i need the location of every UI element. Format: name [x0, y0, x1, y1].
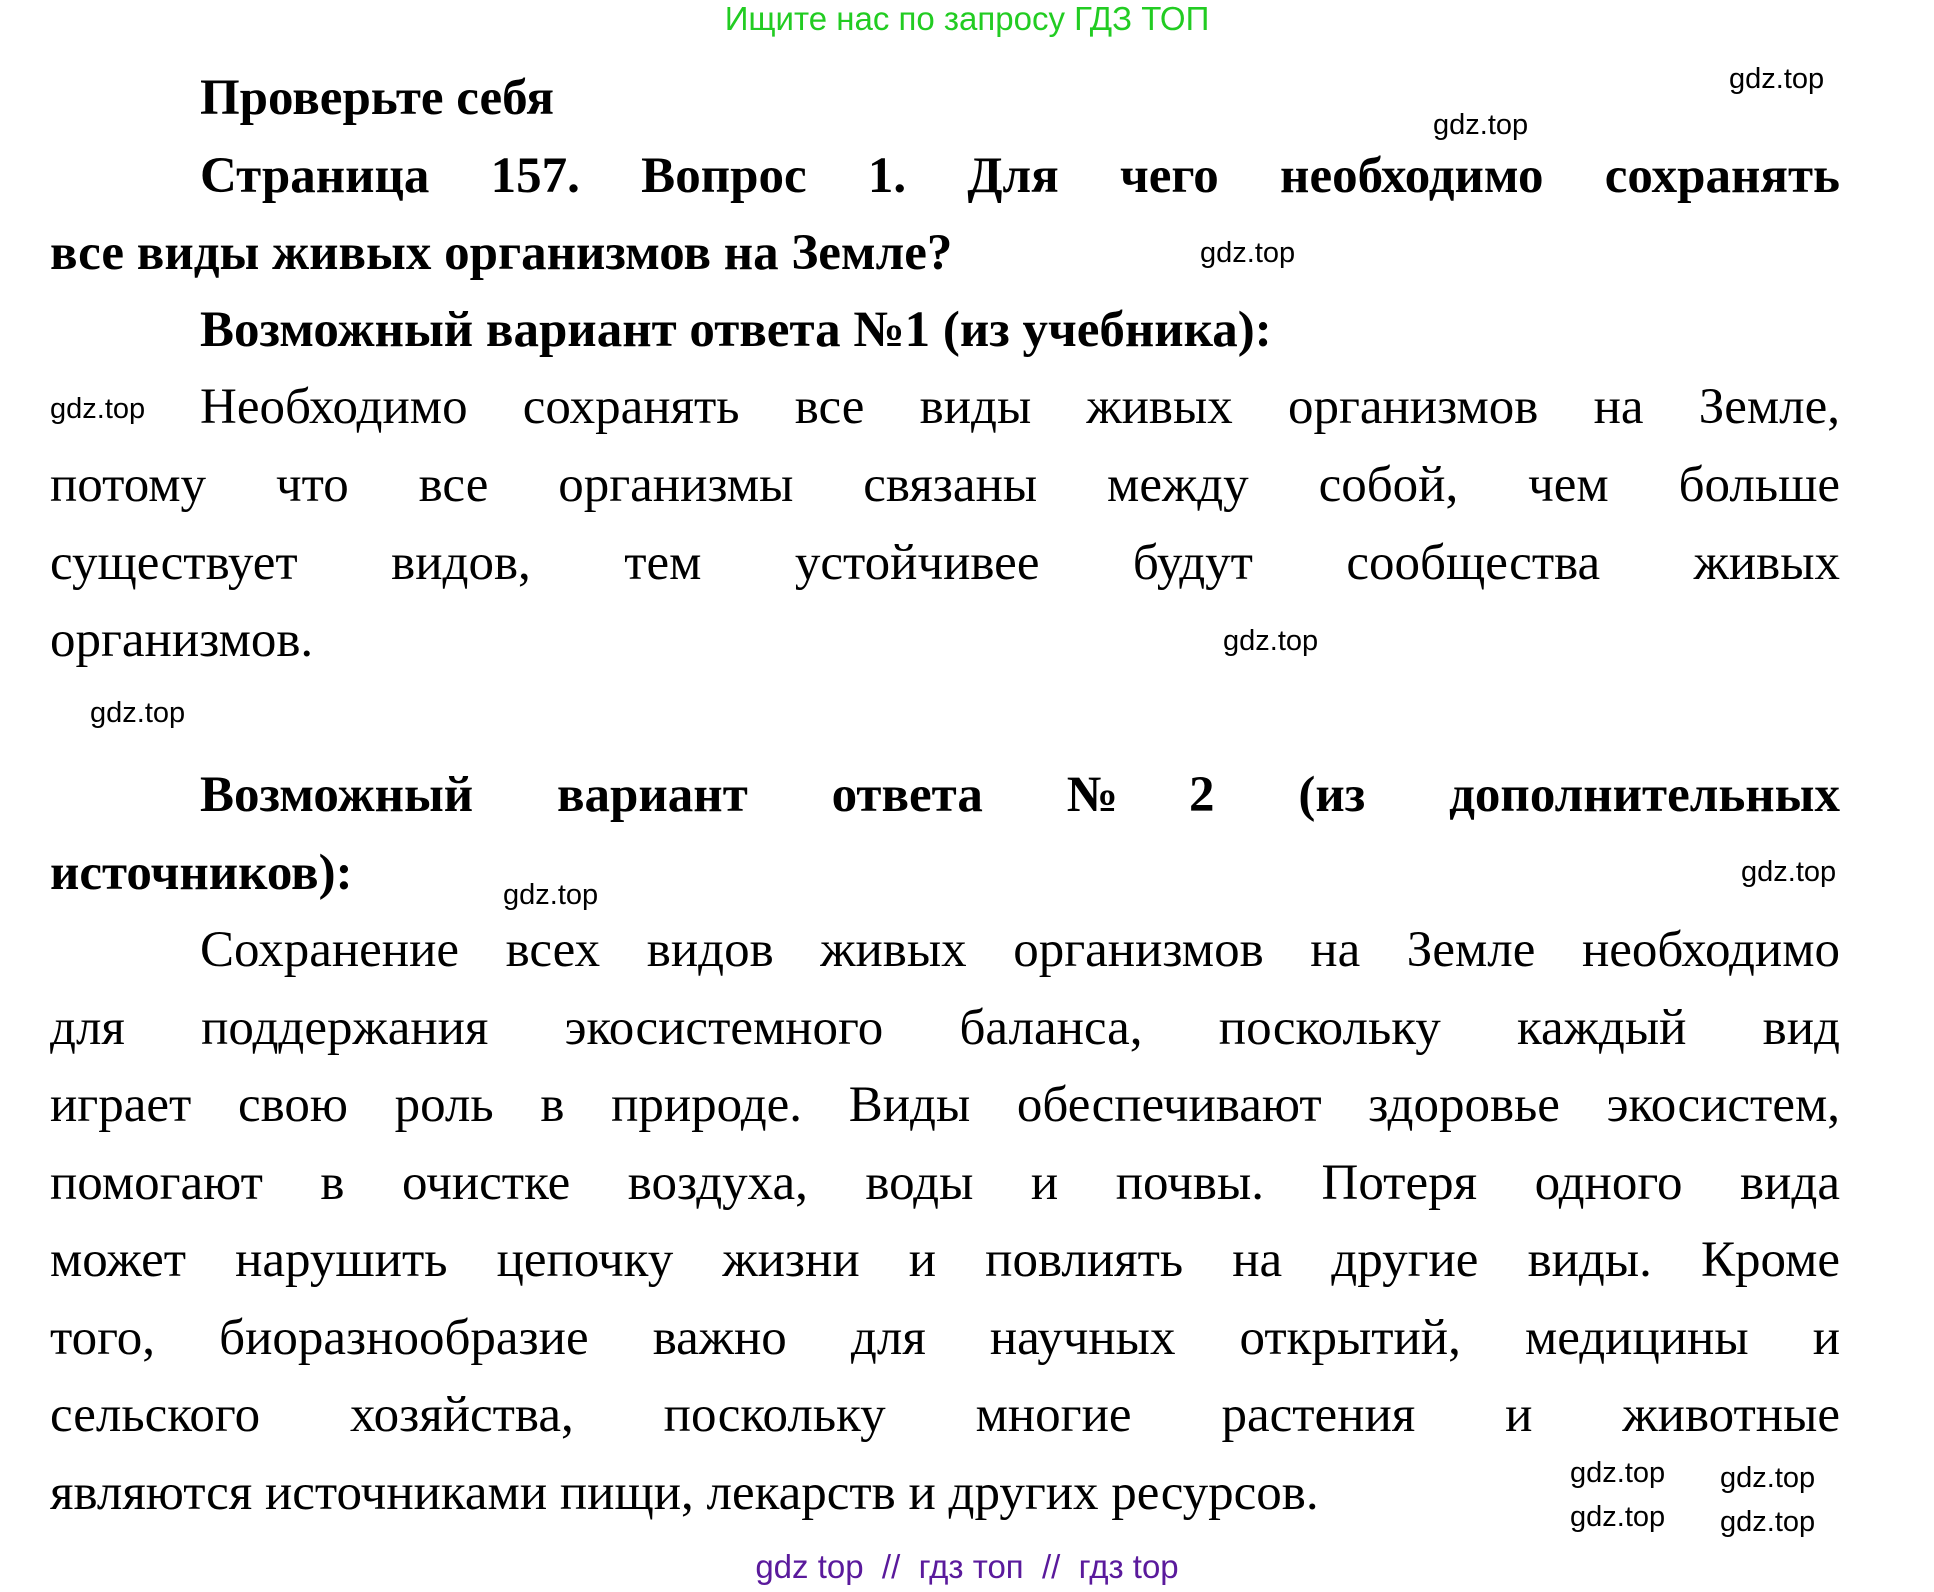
answer2-line: являются источниками пищи, лекарств и других ресурсов.: [50, 1465, 1319, 1521]
question-line: Страница 157. Вопрос 1. Для чего необходимо сохранять: [200, 148, 1840, 204]
answer2-line: для поддержания экосистемного баланса, поскольку каждый вид: [50, 1000, 1840, 1056]
answer1-title: Возможный вариант ответа №1 (из учебника):: [200, 302, 1272, 358]
answer2-line: играет свою роль в природе. Виды обеспечивают здоровье экосистем,: [50, 1077, 1840, 1133]
watermark: gdz.top: [1570, 1457, 1666, 1489]
watermark: gdz.top: [50, 393, 146, 425]
watermark: gdz.top: [1223, 625, 1319, 657]
answer2-line: Сохранение всех видов живых организмов на Земле необходимо: [200, 922, 1840, 978]
watermark: gdz.top: [90, 697, 186, 729]
watermark: gdz.top: [1570, 1501, 1666, 1533]
section-heading: Проверьте себя: [200, 70, 554, 126]
watermark: gdz.top: [1200, 237, 1296, 269]
answer2-line: того, биоразнообразие важно для научных открытий, медицины и: [50, 1310, 1840, 1366]
watermark: gdz.top: [1729, 63, 1825, 95]
search-banner: Ищите нас по запросу ГДЗ ТОП: [724, 0, 1210, 37]
answer2-line: может нарушить цепочку жизни и повлиять на другие виды. Кроме: [50, 1232, 1840, 1288]
answer2-line: помогают в очистке воздуха, воды и почвы. Потеря одного вида: [50, 1155, 1840, 1211]
answer2-title: Возможный вариант ответа №2 (из дополнительных: [200, 767, 1840, 823]
answer1-line: Необходимо сохранять все виды живых организмов на Земле,: [200, 379, 1840, 435]
answer1-line: организмов.: [50, 612, 314, 668]
watermark: gdz.top: [1720, 1462, 1816, 1494]
watermark: gdz.top: [1433, 109, 1529, 141]
watermark: gdz.top: [1720, 1506, 1816, 1538]
watermark: gdz.top: [1741, 856, 1837, 888]
answer1-line: существует видов, тем устойчивее будут сообщества живых: [50, 535, 1840, 591]
footer-links: gdz top // гдз топ // гдз top: [755, 1548, 1179, 1585]
answer1-line: потому что все организмы связаны между собой, чем больше: [50, 457, 1840, 513]
answer2-title: источников):: [50, 845, 353, 901]
watermark: gdz.top: [503, 879, 599, 911]
answer2-line: сельского хозяйства, поскольку многие растения и животные: [50, 1387, 1840, 1443]
question-line: все виды живых организмов на Земле?: [50, 225, 953, 281]
